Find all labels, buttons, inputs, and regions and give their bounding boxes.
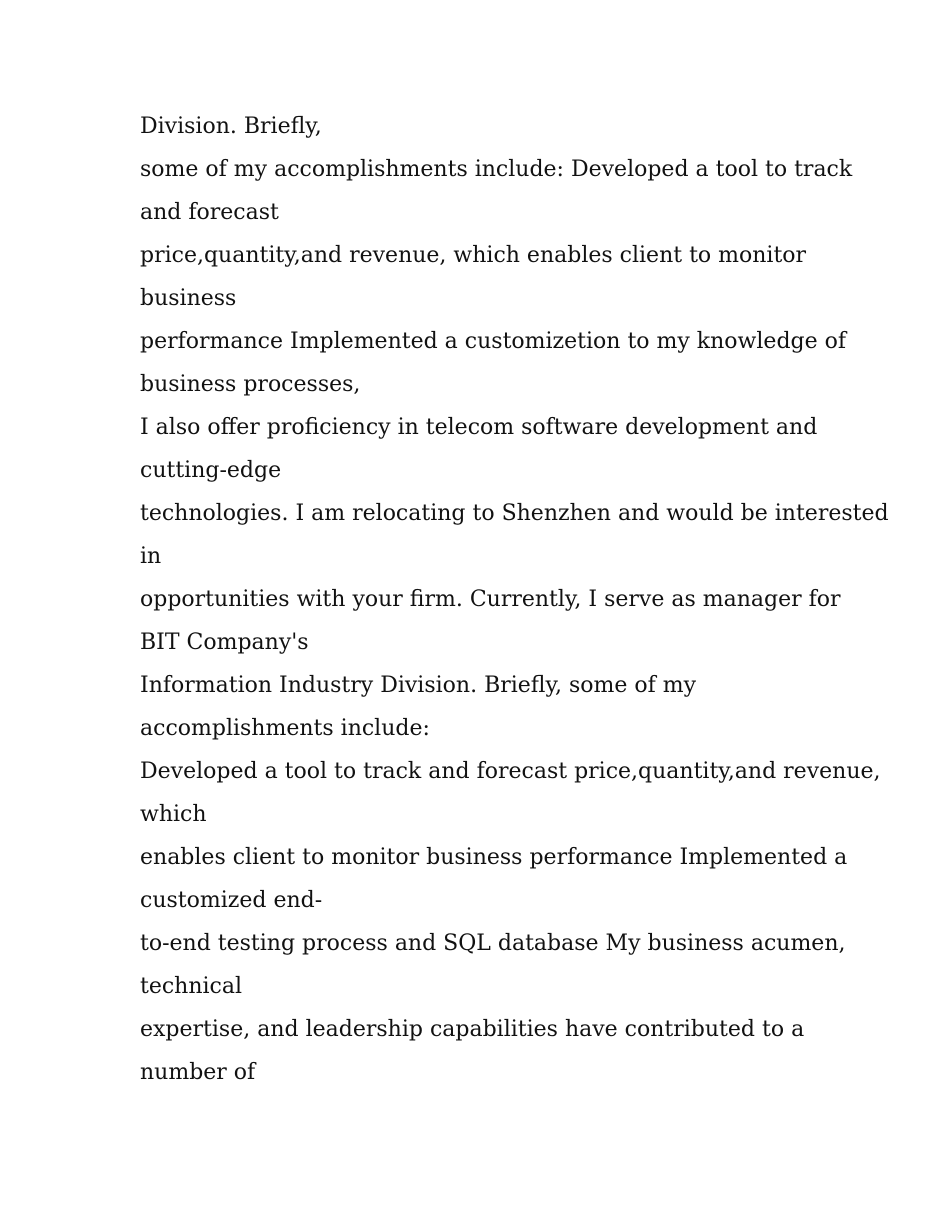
text-line: opportunities with your firm. Currently, I serve as manager for: [140, 587, 841, 612]
text-line: business: [140, 286, 237, 311]
text-line: cutting-edge: [140, 458, 282, 483]
text-line: business processes,: [140, 372, 361, 397]
text-line: Information Industry Division. Briefly, some of my: [140, 673, 697, 698]
text-line: to-end testing process and SQL database My business acumen,: [140, 931, 846, 956]
text-line: technical: [140, 974, 243, 999]
text-line: customized end-: [140, 888, 323, 913]
text-line: in: [140, 544, 162, 569]
text-line: accomplishments include:: [140, 716, 430, 741]
text-line: performance Implemented a customizetion to my knowledge of: [140, 329, 847, 354]
text-line: enables client to monitor business performance Implemented a: [140, 845, 848, 870]
text-line: I also offer proficiency in telecom software development and: [140, 415, 818, 440]
text-line: price,quantity,and revenue, which enables client to monitor: [140, 243, 807, 268]
text-line: some of my accomplishments include: Developed a tool to track: [140, 157, 853, 182]
text-line: Division. Briefly,: [140, 114, 322, 139]
text-line: Developed a tool to track and forecast price,quantity,and revenue,: [140, 759, 881, 784]
text-line: expertise, and leadership capabilities have contributed to a: [140, 1017, 805, 1042]
text-line: which: [140, 802, 207, 827]
text-line: BIT Company's: [140, 630, 309, 655]
text-line: technologies. I am relocating to Shenzhen and would be interested: [140, 501, 889, 526]
text-line: and forecast: [140, 200, 279, 225]
document-page: [140, 105, 889, 1094]
text-line: number of: [140, 1060, 256, 1085]
